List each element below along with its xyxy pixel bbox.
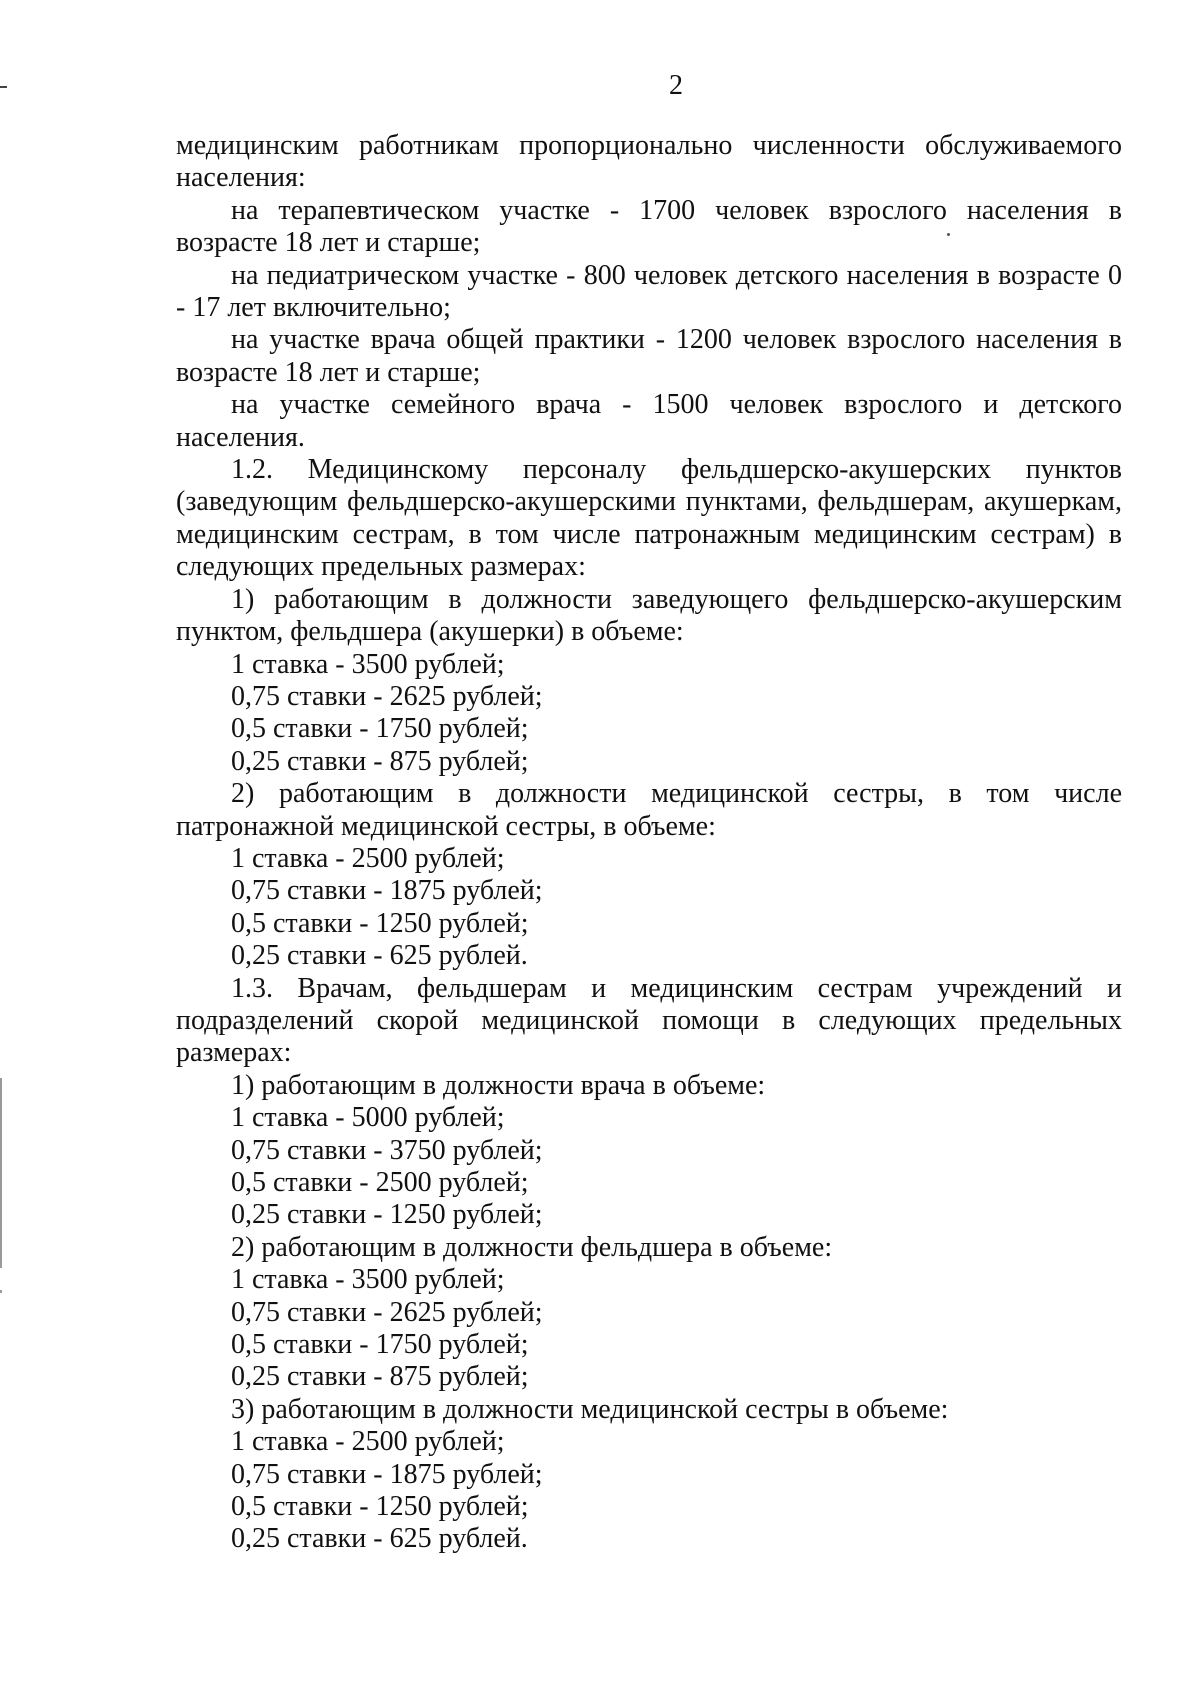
paragraph-family-doctor-district: на участке семейного врача - 1500 человек взрослого и детского населения. [176,389,1122,453]
list-item: 0,5 ставки - 1750 рублей; [231,713,529,745]
scan-edge-bar [0,1078,2,1268]
paragraph-section-1-2: 1.2. Медицинскому персоналу фельдшерско-акушерских пунктов (заведующим фельдшерско-акушерскими пунктами, фельдшерам, акушеркам, медицинским сестрам, в том числе патронажным медицинским сестрам) в следующих предельных размерах: [176,454,1122,583]
list-item: 0,25 ставки - 875 рублей; [231,1361,529,1393]
list-item: 1 ставка - 2500 рублей; [231,1426,505,1458]
list-item: 1 ставка - 3500 рублей; [231,648,505,680]
paragraph-therapeutic-district: на терапевтическом участке - 1700 человек взрослого населения в возрасте 18 лет и старше; [176,194,1122,259]
document-body [176,130,1122,1556]
list-item-heading: 2) работающим в должности фельдшера в объеме: [231,1231,833,1263]
paragraph-fap-nurse: 2) работающим в должности медицинской сестры, в том числе патронажной медицинской сестры, в объеме: [176,778,1122,842]
paragraph-general-practice-district: на участке врача общей практики - 1200 человек взрослого населения в возрасте 18 лет и старше; [176,324,1122,388]
paragraph-fap-head-paramedic: 1) работающим в должности заведующего фельдшерско-акушерским пунктом, фельдшера (акушерки) в объеме: [176,583,1122,648]
list-item-heading: 3) работающим в должности медицинской сестры в объеме: [231,1393,949,1425]
list-item: 0,75 ставки - 3750 рублей; [231,1134,543,1166]
scan-edge-dot [0,1290,2,1293]
list-item: 0,75 ставки - 2625 рублей; [231,1296,543,1328]
paragraph-pediatric-district: на педиатрическом участке - 800 человек детского населения в возрасте 0 - 17 лет включительно; [176,259,1122,324]
list-item: 0,25 ставки - 875 рублей; [231,745,529,777]
list-item: 0,25 ставки - 625 рублей. [231,1523,528,1555]
list-item: 0,75 ставки - 1875 рублей; [231,875,543,907]
list-item-heading: 1) работающим в должности врача в объеме: [231,1069,766,1101]
list-item: 1 ставка - 3500 рублей; [231,1264,505,1296]
list-item: 1 ставка - 5000 рублей; [231,1102,505,1134]
list-item: 0,75 ставки - 2625 рублей; [231,680,543,712]
paragraph-continuation: медицинским работникам пропорционально численности обслуживаемого населения: [176,130,1122,194]
list-item: 0,75 ставки - 1875 рублей; [231,1458,543,1490]
page-number: 2 [669,70,683,101]
list-item: 0,5 ставки - 1250 рублей; [231,1491,529,1523]
list-item: 0,25 ставки - 625 рублей. [231,940,528,972]
list-item: 0,5 ставки - 1750 рублей; [231,1329,529,1361]
list-item: 0,25 ставки - 1250 рублей; [231,1199,543,1231]
list-item: 0,5 ставки - 1250 рублей; [231,907,529,939]
paragraph-section-1-3: 1.3. Врачам, фельдшерам и медицинским сестрам учреждений и подразделений скорой медицинской помощи в следующих предельных размерах: [176,972,1122,1069]
list-item: 1 ставка - 2500 рублей; [231,842,505,874]
list-item: 0,5 ставки - 2500 рублей; [231,1167,529,1198]
